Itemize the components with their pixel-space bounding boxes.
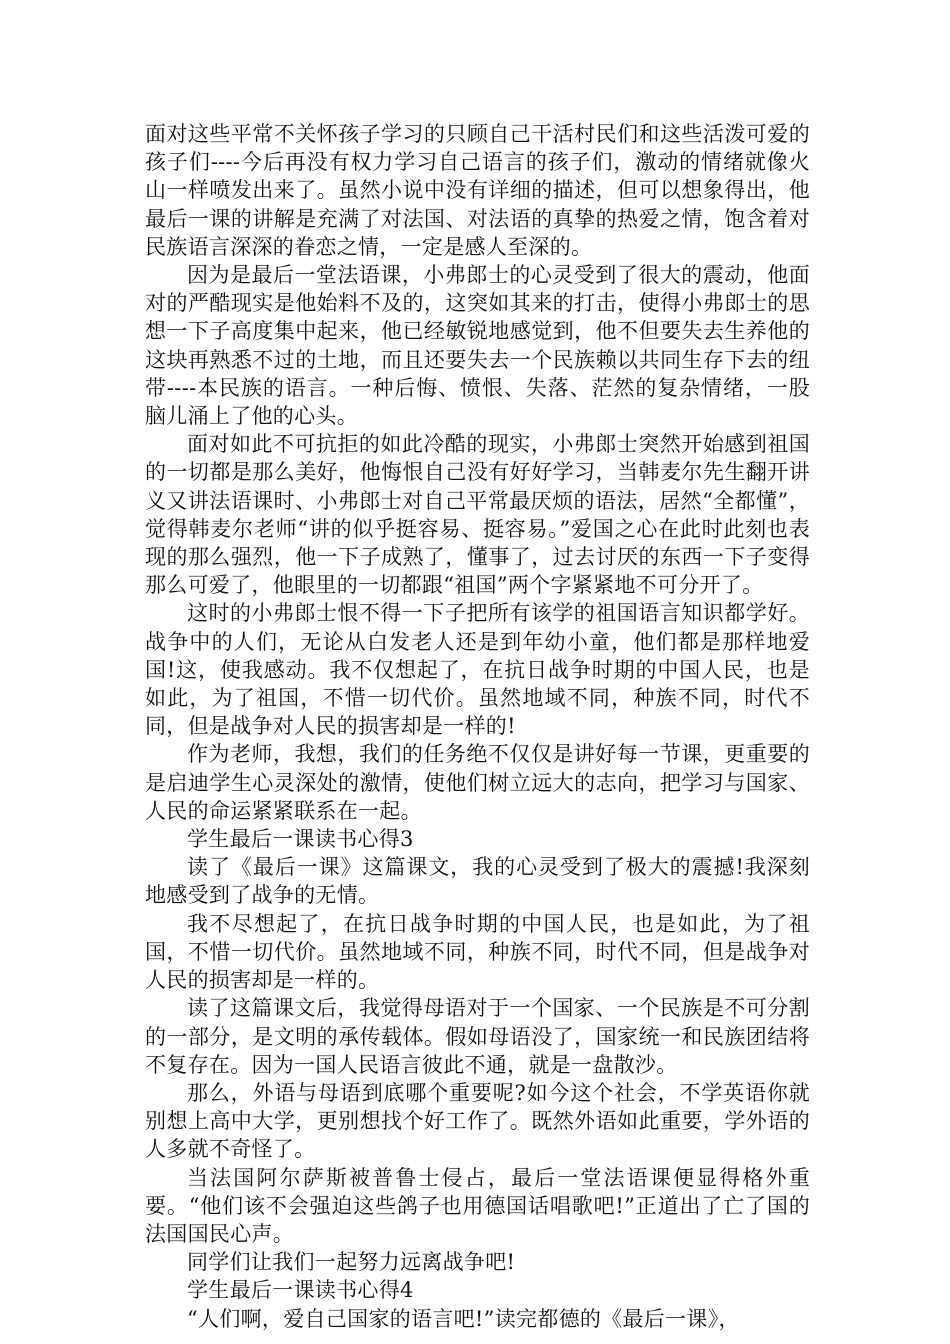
section-heading-3: 学生最后一课读书心得3 [187,827,414,852]
section-heading-4: 学生最后一课读书心得4 [187,1278,414,1303]
paragraph-12: “人们啊，爱自己国家的语言吧!”读完都德的《最后一课》， [187,1306,740,1331]
paragraph-9: 那么，外语与母语到底哪个重要呢?如今这个社会，不学英语你就别想上高中大学，更别想找个好工作了。既然外语如此重要，学外语的人多就不奇怪了。 [145,1080,810,1162]
paragraph-7: 我不尽想起了，在抗日战争时期的中国人民，也是如此，为了祖国，不惜一切代价。虽然地域不同，种族不同，时代不同，但是战争对人民的损害却是一样的。 [145,911,810,993]
paragraph-11: 同学们让我们一起努力远离战争吧! [187,1250,516,1275]
paragraph-1: 面对这些平常不关怀孩子学习的只顾自己干活村民们和这些活泼可爱的孩子们----今后再没有权力学习自己语言的孩子们，激动的情绪就像火山一样喷发出来了。虽然小说中没有详细的描述，但可以想象得出，他最后一课的讲解是充满了对法国、对法语的真挚的热爱之情，饱含着对民族语言深深的眷恋之情，一定是感人至深的。 [145,122,810,259]
paragraph-5: 作为老师，我想，我们的任务绝不仅仅是讲好每一节课，更重要的是启迪学生心灵深处的激情，使他们树立远大的志向，把学习与国家、人民的命运紧紧联系在一起。 [145,742,810,823]
paragraph-8: 读了这篇课文后，我觉得母语对于一个国家、一个民族是不可分割的一部分，是文明的承传载体。假如母语没了，国家统一和民族团结将不复存在。因为一国人民语言彼此不通，就是一盘散沙。 [145,996,810,1077]
document-body [145,120,810,1333]
paragraph-6: 读了《最后一课》这篇课文，我的心灵受到了极大的震撼!我深刻地感受到了战争的无情。 [145,855,810,908]
paragraph-3: 面对如此不可抗拒的如此冷酷的现实，小弗郎士突然开始感到祖国的一切都是那么美好，他悔恨自己没有好好学习，当韩麦尔先生翻开讲义又讲法语课时、小弗郎士对自己平常最厌烦的语法，居然“全都懂”，觉得韩麦尔老师“讲的似乎挺容易、挺容易。”爱国之心在此时此刻也表现的那么强烈，他一下子成熟了，懂事了，过去讨厌的东西一下子变得那么可爱了，他眼里的一切都跟“祖国”两个字紧紧地不可分开了。 [145,432,810,598]
paragraph-4: 这时的小弗郎士恨不得一下子把所有该学的祖国语言知识都学好。战争中的人们，无论从白发老人还是到年幼小童，他们都是那样地爱国!这，使我感动。我不仅想起了，在抗日战争时期的中国人民，也是如此，为了祖国，不惜一切代价。虽然地域不同，种族不同，时代不同，但是战争对人民的损害却是一样的! [145,601,810,739]
paragraph-2: 因为是最后一堂法语课，小弗郎士的心灵受到了很大的震动，他面对的严酷现实是他始料不及的，这突如其来的打击，使得小弗郎士的思想一下子高度集中起来，他已经敏锐地感觉到，他不但要失去生养他的这块再熟悉不过的土地，而且还要失去一个民族赖以共同生存下去的纽带----本民族的语言。一种后悔、愤恨、失落、茫然的复杂情绪，一股脑儿涌上了他的心头。 [145,263,810,429]
paragraph-10: 当法国阿尔萨斯被普鲁士侵占，最后一堂法语课便显得格外重要。“他们该不会强迫这些鸽子也用德国话唱歌吧!”正道出了亡了国的法国国民心声。 [145,1165,810,1246]
